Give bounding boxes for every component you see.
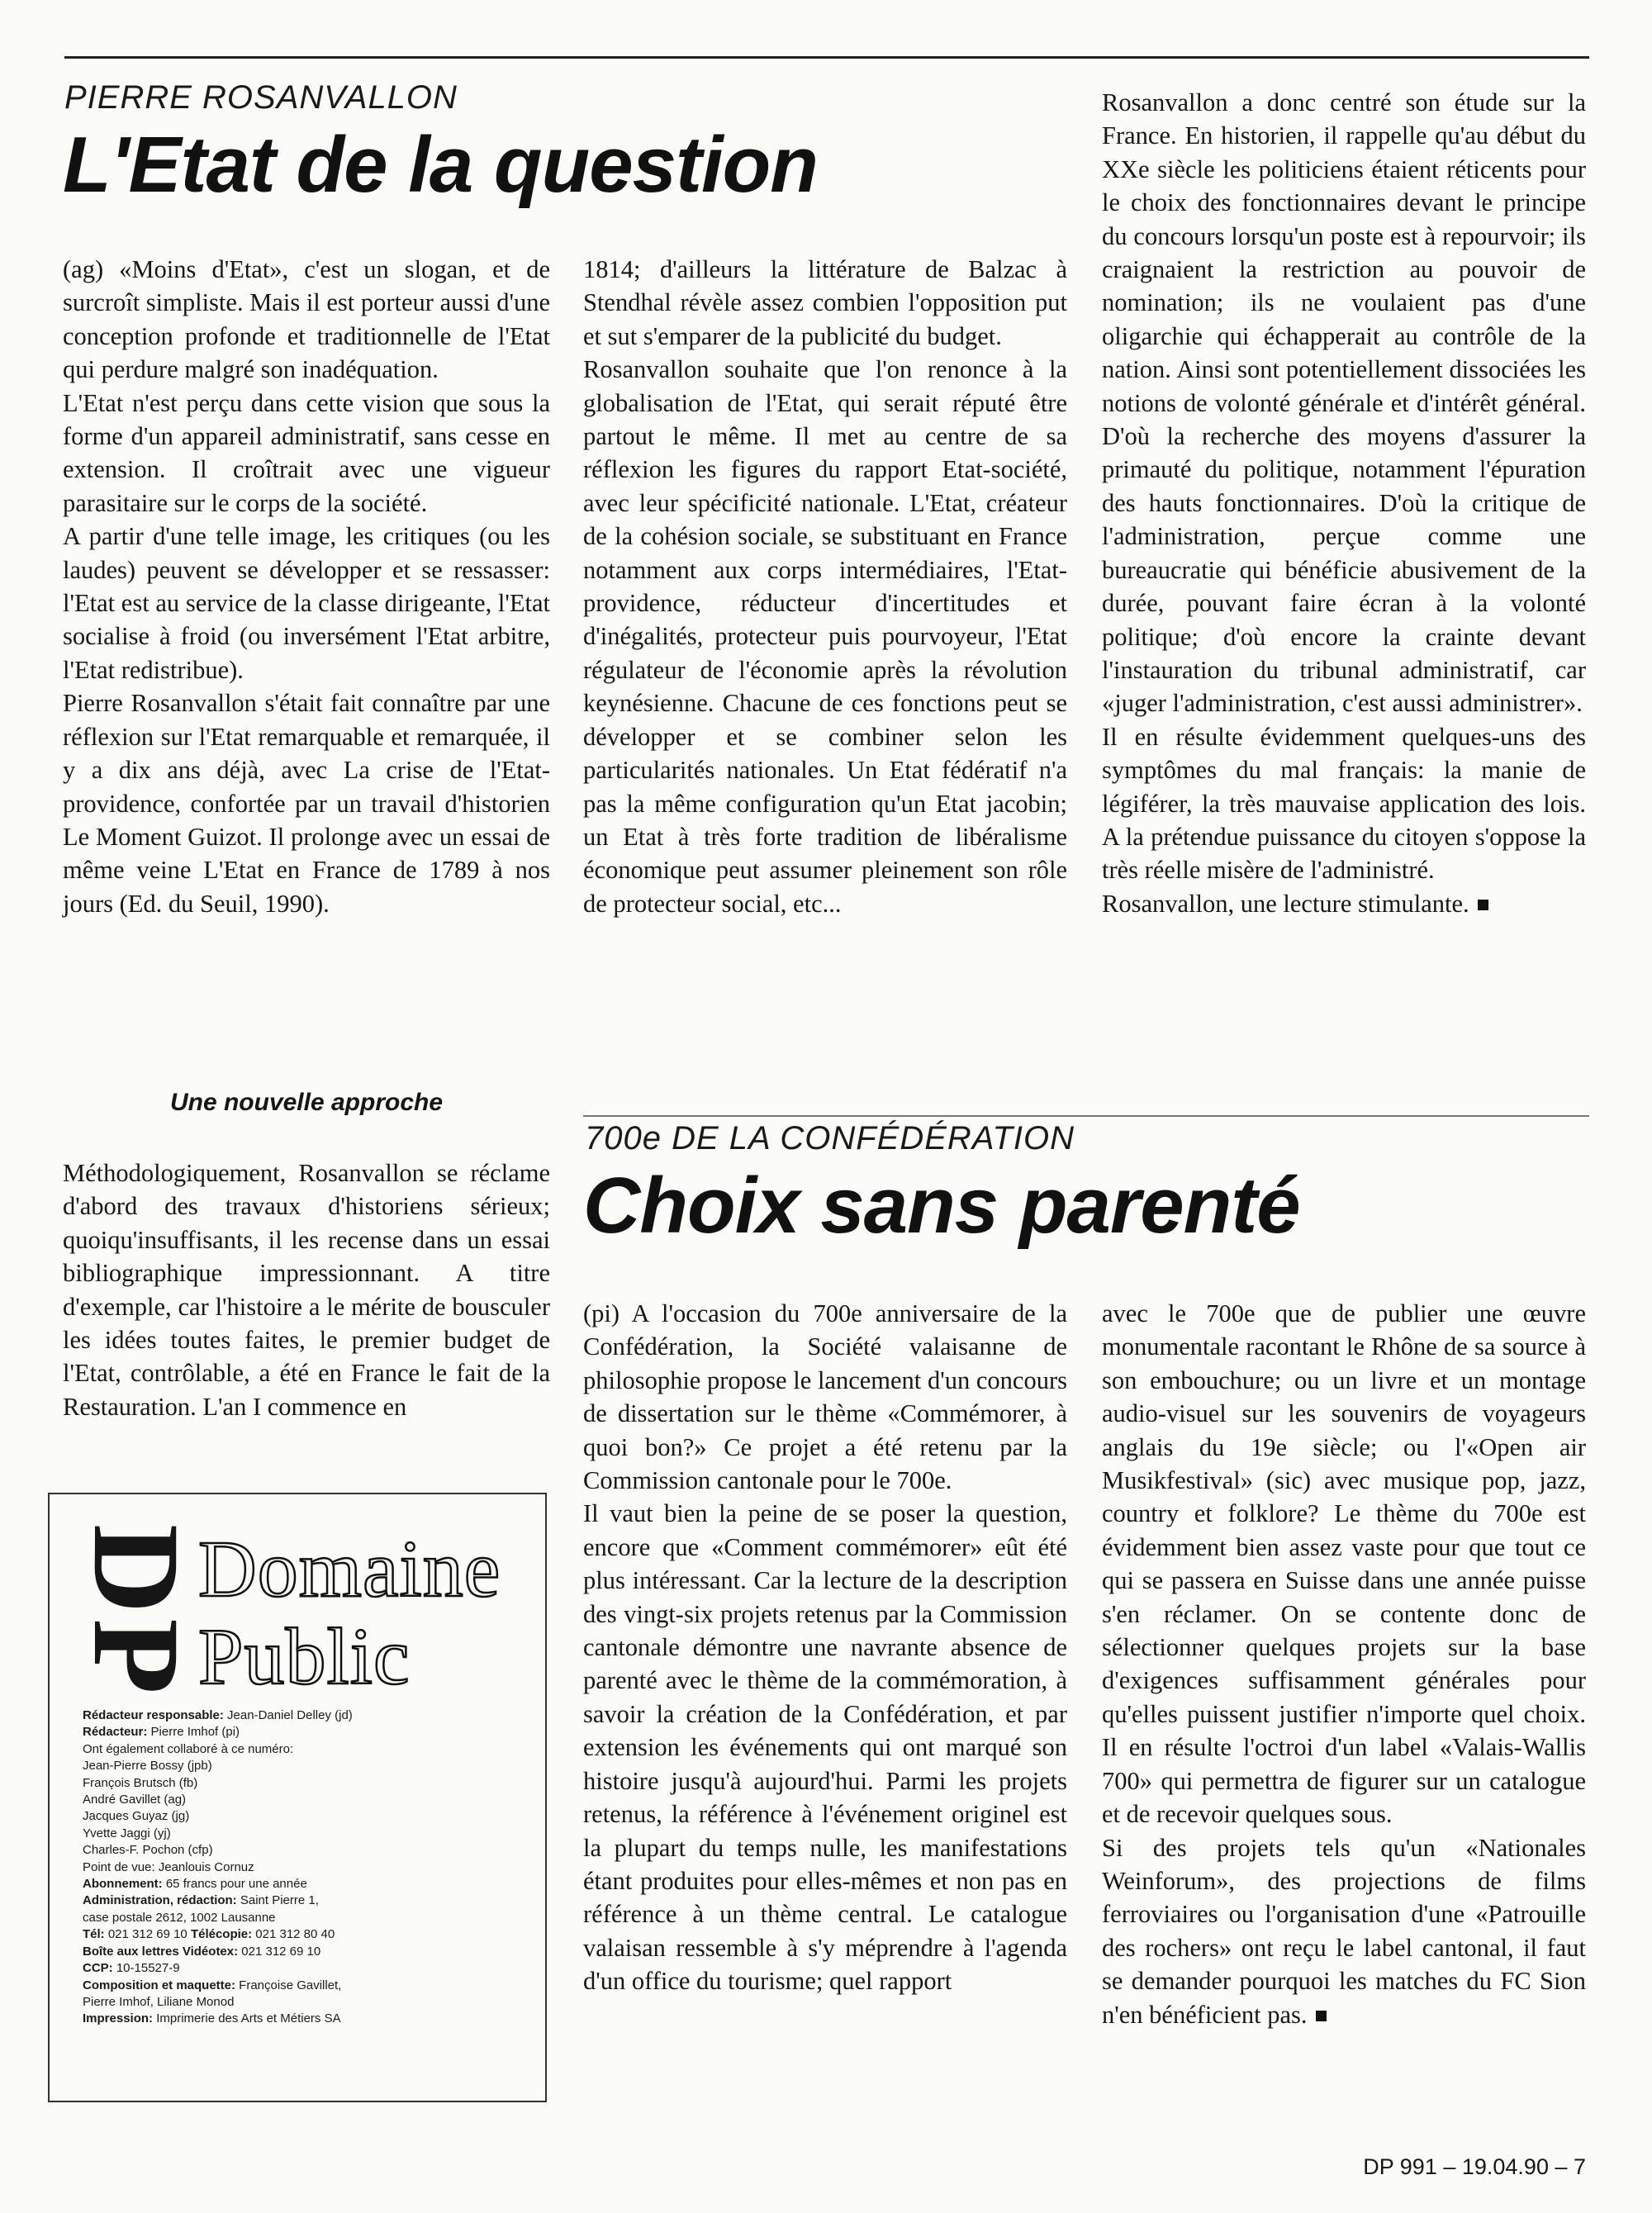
imprint-line: Point de vue: Jeanlouis Cornuz bbox=[83, 1859, 254, 1874]
paragraph: (ag) «Moins d'Etat», c'est un slogan, et de surcroît simpliste. Mais il est porteur aussi d'une conception profonde et traditionnelle de l'Etat qui perdure malgré son inadéquation. bbox=[63, 255, 550, 384]
paragraph bbox=[1102, 887, 1586, 920]
article2-kicker: 700e DE LA CONFÉDÉRATION bbox=[585, 1120, 1075, 1156]
article1-column1b bbox=[63, 1156, 550, 1423]
end-mark-icon bbox=[1478, 900, 1488, 910]
paragraph: (pi) A l'occasion du 700e anniversaire de la Confédération, la Société valaisanne de philosophie propose le lancement d'un concours de dissertation sur le thème «Commémorer, à quoi bon?» Ce projet a été retenu par la Commission cantonale pour le 700e. bbox=[583, 1299, 1067, 1495]
top-rule bbox=[64, 56, 1589, 59]
imprint-line: Yvette Jaggi (yj) bbox=[83, 1826, 171, 1840]
imprint-line: Composition et maquette: Françoise Gavillet, bbox=[83, 1978, 342, 1992]
article1-column1 bbox=[63, 253, 550, 920]
paragraph: Pierre Rosanvallon s'était fait connaître par une réflexion sur l'Etat remarquable et remarquée, il y a dix ans déjà, avec La crise de l'Etat-providence, confortée par un travail d'historien Le Moment Guizot. Il prolonge avec un essai de même veine L'Etat en France de 1789 à nos jours (Ed. du Seuil, 1990). bbox=[63, 689, 550, 918]
masthead-box bbox=[48, 1493, 547, 2102]
paragraph: avec le 700e que de publier une œuvre monumentale racontant le Rhône de sa source à son embouchure; ou un livre et un montage audio-visuel sur les souvenirs de voyageurs anglais du 19e siècle; ou l'«Open air Musikfestival» (sic) avec musique pop, jazz, country et folklore? Le thème du 700e est évidemment bien assez vaste pour que tout ce qui se passera en Suisse dans une année puisse s'en réclamer. On se contente donc de sélectionner quelques projets sur la base d'exigences suffisamment générales pour qu'elles puissent justifier n'importe quel choix. Il en résulte l'octroi d'un label «Valais-Wallis 700» qui permettra de figurer sur un catalogue et de recevoir quelques sous. bbox=[1102, 1299, 1586, 1829]
paragraph: L'Etat n'est perçu dans cette vision que sous la forme d'un appareil administratif, sans cesse en extension. Il croîtrait avec une vigueur parasitaire sur le corps de la société. bbox=[63, 388, 550, 517]
article1-column2 bbox=[583, 253, 1067, 920]
imprint-line: Boîte aux lettres Vidéotex: 021 312 69 10 bbox=[83, 1944, 321, 1959]
imprint-line: André Gavillet (ag) bbox=[83, 1793, 187, 1807]
article2-column1 bbox=[583, 1297, 1067, 1998]
imprint-line: Abonnement: 65 francs pour une année bbox=[83, 1877, 307, 1892]
article1-kicker: PIERRE ROSANVALLON bbox=[64, 79, 458, 116]
imprint-line: Ont également collaboré à ce numéro: bbox=[83, 1741, 294, 1756]
imprint-line: Rédacteur: Pierre Imhof (pi) bbox=[83, 1725, 240, 1740]
paragraph: Il en résulte évidemment quelques-uns des symptômes du mal français: la manie de légiférer, la très mauvaise application des lois. A la prétendue puissance du citoyen s'oppose la très réelle misère de l'administré. bbox=[1102, 722, 1586, 885]
imprint-line: Administration, rédaction: Saint Pierre 1, bbox=[83, 1893, 319, 1908]
imprint-line: case postale 2612, 1002 Lausanne bbox=[83, 1910, 276, 1925]
dp-logo-mark bbox=[68, 1524, 205, 1714]
imprint-line: Rédacteur responsable: Jean-Daniel Delley (jd) bbox=[83, 1708, 353, 1722]
paragraph: 1814; d'ailleurs la littérature de Balzac à Stendhal révèle assez combien l'opposition put et sut s'emparer de la publicité du budget. bbox=[583, 255, 1067, 350]
logo-word-public: Public bbox=[198, 1612, 411, 1702]
imprint-line: Jacques Guyaz (jg) bbox=[83, 1809, 190, 1824]
imprint-line: Impression: Imprimerie des Arts et Métiers SA bbox=[83, 2011, 341, 2026]
imprint-line: François Brutsch (fb) bbox=[83, 1775, 198, 1790]
paragraph: Rosanvallon souhaite que l'on renonce à la globalisation de l'Etat, qui serait réputé être partout le même. Il met au centre de sa réflexion les figures du rapport Etat-société, avec leur spécificité nationale. L'Etat, créateur de la cohésion sociale, se substituant en France notamment aux corps intermédiaires, l'Etat-providence, réducteur d'incertitudes et d'inégalités, protecteur puis pourvoyeur, l'Etat régulateur de l'économie après la révolution keynésienne. Chacune de ces fonctions peut se développer et se combiner selon les particularités nationales. Un Etat fédératif n'a pas la même configuration qu'un Etat jacobin; un Etat à très forte tradition de libéralisme économique peut assumer pleinement son rôle de protecteur social, etc... bbox=[583, 355, 1067, 918]
dp-logo-text: DP bbox=[68, 1524, 205, 1699]
section-rule bbox=[583, 1115, 1589, 1117]
paragraph: Méthodologiquement, Rosanvallon se réclame d'abord des travaux d'historiens sérieux; quoiqu'insuffisants, il les recense dans un essai bibliographique impressionnant. A titre d'exemple, car l'histoire a le mérite de bousculer les idées toutes faites, le premier budget de l'Etat, contrôlable, a été en France le fait de la Restauration. L'an I commence en bbox=[63, 1159, 550, 1421]
article1-subhead: Une nouvelle approche bbox=[169, 1089, 444, 1116]
article1-title: L'Etat de la question bbox=[63, 121, 818, 209]
closing-line: Si des projets tels qu'un «Nationales Weinforum», des projections de films ferroviaires ou l'organisation d'une «Patrouille des rochers» ont reçu le label cantonal, il faut se demander pourquoi les matches du FC Sion n'en bénéficient pas. bbox=[1102, 1833, 1586, 2029]
paragraph: Rosanvallon a donc centré son étude sur la France. En historien, il rappelle qu'au début du XXe siècle les politiciens étaient réticents pour le choix des fonctionnaires devant le principe du concours lorsqu'un poste est à repourvoir; ils craignaient la restriction au pouvoir de nomination; ils ne voulaient pas d'une oligarchie qui échapperait au contrôle de la nation. Ainsi sont potentiellement dissociées les notions de volonté générale et d'intérêt général. D'où la recherche des moyens d'assurer la primauté du politique, notamment l'épuration des hauts fonctionnaires. D'où la critique de l'administration, perçue comme une bureaucratie qui bénéficie abusivement de la durée, pouvant faire écran à la volonté politique; d'où encore la crainte devant l'instauration du tribunal administratif, car «juger l'administration, c'est aussi administrer». bbox=[1102, 88, 1586, 718]
imprint-line: Pierre Imhof, Liliane Monod bbox=[83, 1994, 235, 2009]
imprint-line: Charles-F. Pochon (cfp) bbox=[83, 1843, 213, 1858]
imprint-line: CCP: 10-15527-9 bbox=[83, 1961, 180, 1976]
article1-column3 bbox=[1102, 86, 1586, 920]
article2-title: Choix sans parenté bbox=[583, 1161, 1300, 1250]
paragraph: Il vaut bien la peine de se poser la question, encore que «Comment commémorer» eût été plus intéressant. Car la lecture de la description des vingt-six projets retenus par la Commission cantonale démontre une navrante absence de parenté avec le thème de la commémoration, à savoir la création de la Confédération, et par extension les événements qui ont marqué son histoire jusqu'à aujourd'hui. Parmi les projets retenus, la référence à l'événement originel est la plupart du temps nulle, les manifestations étant produites pour elles-mêmes et non pas en référence à un thème central. Le catalogue valaisan ressemble à s'y méprendre à l'agenda d'un office du tourisme; quel rapport bbox=[583, 1499, 1067, 1996]
paragraph bbox=[1102, 1831, 1586, 2031]
end-mark-icon bbox=[1316, 2011, 1327, 2021]
imprint-line: Tél: 021 312 69 10 Télécopie: 021 312 80 40 bbox=[83, 1927, 335, 1942]
page-footer: DP 991 – 19.04.90 – 7 bbox=[1363, 2154, 1586, 2179]
paragraph: A partir d'une telle image, les critiques (ou les laudes) peuvent se développer et se ressasser: l'Etat est au service de la classe dirigeante, l'Etat socialise à froid (ou inversément l'Etat arbitre, l'Etat redistribue). bbox=[63, 522, 550, 684]
closing-line: Rosanvallon, une lecture stimulante. bbox=[1102, 889, 1469, 918]
logo-word-domaine: Domaine bbox=[198, 1525, 501, 1614]
imprint bbox=[83, 1707, 529, 2028]
imprint-line: Jean-Pierre Bossy (jpb) bbox=[83, 1759, 212, 1774]
article2-column2 bbox=[1102, 1297, 1586, 2031]
